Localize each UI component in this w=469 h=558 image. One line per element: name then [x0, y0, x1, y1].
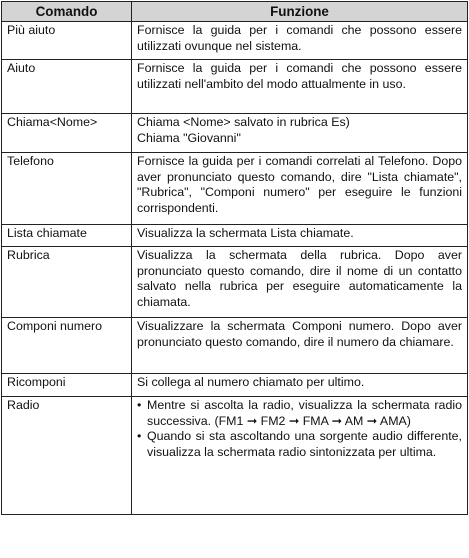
function-cell: [132, 397, 468, 515]
function-cell: Fornisce la guida per i comandi correlati al Telefono. Dopo aver pronunciato questo comando, dire "Lista chiamate", "Rubrica", "Componi numero" per eseguire le funzioni corrispondenti.: [132, 153, 468, 225]
table-row: [2, 225, 468, 247]
table-row: [2, 60, 468, 114]
header-comando: Comando: [2, 2, 132, 22]
function-cell: Visualizza la schermata della rubrica. Dopo aver pronunciato questo comando, dire il nome di un contatto salvato nella rubrica per eseguire automaticamente la chiamata.: [132, 247, 468, 318]
table-row: [2, 374, 468, 397]
function-cell: [132, 114, 468, 153]
command-cell: Più aiuto: [2, 22, 132, 60]
table-row: [2, 22, 468, 60]
function-cell: Si collega al numero chiamato per ultimo.: [132, 374, 468, 397]
function-cell: Visualizzare la schermata Componi numero. Dopo aver pronunciato questo comando, dire il numero da chiamare.: [132, 318, 468, 374]
command-cell: Radio: [2, 397, 132, 515]
function-bullet-list: [137, 398, 462, 460]
table-header-row: [2, 2, 468, 22]
commands-table: [1, 1, 468, 515]
function-bullet: • Quando si sta ascoltando una sorgente audio differente, visualizza la schermata radio sintonizzata per ultima.: [137, 429, 462, 460]
header-funzione: Funzione: [132, 2, 468, 22]
table-row: [2, 397, 468, 515]
function-cell: Fornisce la guida per i comandi che possono essere utilizzati ovunque nel sistema.: [132, 22, 468, 60]
table-row: [2, 247, 468, 318]
function-cell: Visualizza la schermata Lista chiamate.: [132, 225, 468, 247]
command-cell: Lista chiamate: [2, 225, 132, 247]
table-row: [2, 114, 468, 153]
function-line: Chiama "Giovanni": [137, 130, 241, 145]
command-cell: Telefono: [2, 153, 132, 225]
function-line: Chiama <Nome> salvato in rubrica Es): [137, 115, 350, 130]
table-row: [2, 153, 468, 225]
function-cell: Fornisce la guida per i comandi che possono essere utilizzati nell'ambito del modo attualmente in uso.: [132, 60, 468, 114]
table-row: [2, 318, 468, 374]
command-cell: Chiama<Nome>: [2, 114, 132, 153]
command-cell: Ricomponi: [2, 374, 132, 397]
command-cell: Componi numero: [2, 318, 132, 374]
command-cell: Rubrica: [2, 247, 132, 318]
command-cell: Aiuto: [2, 60, 132, 114]
function-bullet: • Mentre si ascolta la radio, visualizza la schermata radio successiva. (FM1 ➞ FM2 ➞ FMA ➞ AM ➞ AMA): [137, 398, 462, 429]
